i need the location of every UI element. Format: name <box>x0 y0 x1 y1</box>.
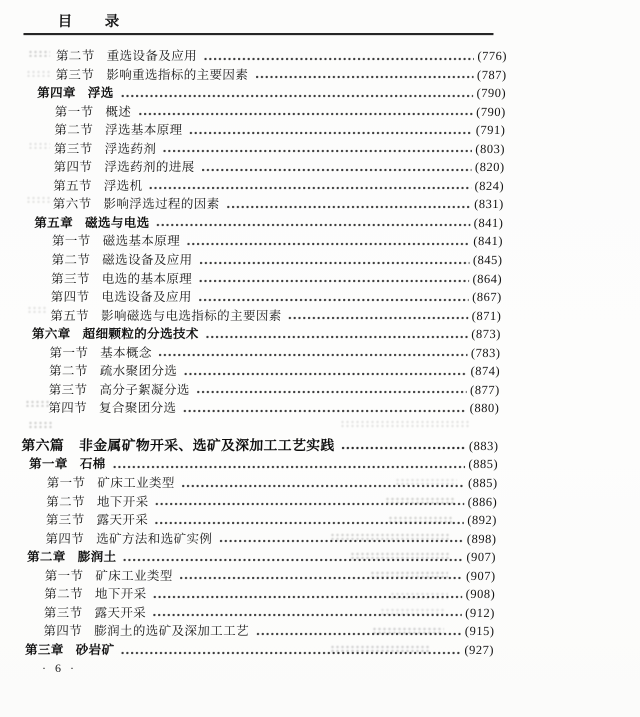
dot-leader <box>226 205 471 209</box>
entry-title: 地下开采 <box>94 587 147 602</box>
entry-title: 超细颗粒的分选技术 <box>82 327 199 342</box>
entry-title: 概述 <box>105 104 132 119</box>
entry-page: (873) <box>471 327 502 342</box>
entry-title: 高分子絮凝分选 <box>99 382 190 397</box>
toc-entry <box>20 195 504 214</box>
entry-number: 第二节 <box>55 49 95 63</box>
entry-number: 第三节 <box>48 382 88 397</box>
dot-leader <box>156 223 470 227</box>
toc-entry <box>13 474 497 493</box>
toc-entry <box>22 103 506 122</box>
entry-number: 第一节 <box>54 104 94 119</box>
dot-leader <box>155 502 464 506</box>
toc-entry <box>22 66 506 85</box>
entry-number: 第二节 <box>48 364 88 379</box>
entry-number: 第一节 <box>44 568 84 583</box>
dot-leader <box>153 595 462 599</box>
page-content <box>10 10 508 660</box>
toc-entry <box>14 437 498 456</box>
dot-leader <box>199 261 469 265</box>
entry-page: (885) <box>467 476 498 491</box>
entry-page: (845) <box>472 253 503 268</box>
toc-entry <box>17 325 501 344</box>
toc-entry <box>13 511 497 530</box>
toc-entry <box>20 177 504 196</box>
entry-title: 砂岩矿 <box>75 642 115 657</box>
dot-leader <box>189 131 472 135</box>
entry-number: 第三节 <box>53 141 93 156</box>
entry-number: 第一节 <box>51 234 91 249</box>
dot-leader <box>197 390 467 394</box>
entry-number: 第四节 <box>53 160 93 175</box>
dot-leader <box>121 651 461 655</box>
entry-title: 电选设备及应用 <box>101 290 192 305</box>
entry-number: 第三章 <box>24 642 64 657</box>
entry-page: (907) <box>465 568 496 583</box>
entry-page: (787) <box>476 67 507 82</box>
entry-title: 磁选与电选 <box>84 215 150 230</box>
toc-entry <box>11 604 495 623</box>
toc-entry <box>22 84 506 103</box>
entry-page: (898) <box>466 531 497 546</box>
toc-entry <box>19 232 503 251</box>
dot-leader <box>138 112 473 116</box>
toc-entry <box>19 214 503 233</box>
entry-number: 第三节 <box>55 67 95 82</box>
entry-page: (883) <box>468 438 499 453</box>
entry-page: (885) <box>468 457 499 472</box>
entry-page: (790) <box>476 104 506 119</box>
entry-page: (915) <box>464 624 495 639</box>
entry-number: 第二章 <box>26 550 66 565</box>
dot-leader <box>256 632 462 636</box>
entry-title: 石棉 <box>79 457 106 472</box>
toc-entry <box>11 585 495 604</box>
entry-number: 第四章 <box>37 86 77 101</box>
entry-number: 第四节 <box>43 624 83 639</box>
entry-number: 第六篇 <box>21 437 65 453</box>
entry-number: 第五节 <box>53 178 93 193</box>
entry-title: 膨润土的选矿及深加工工艺 <box>93 624 250 639</box>
entry-title: 基本概念 <box>100 345 152 360</box>
dot-leader <box>187 242 470 246</box>
toc-entry <box>18 251 502 270</box>
dot-leader <box>255 75 474 79</box>
entry-page: (886) <box>467 494 498 509</box>
entry-number: 第二节 <box>46 494 86 509</box>
toc-entry <box>15 399 499 418</box>
toc-entry <box>10 622 494 641</box>
entry-title: 非金属矿物开采、选矿及深加工工艺实践 <box>78 437 335 453</box>
toc-list <box>10 47 507 660</box>
entry-page: (824) <box>474 178 505 193</box>
dot-leader <box>182 484 465 488</box>
entry-title: 影响磁选与电选指标的主要因素 <box>100 308 282 323</box>
toc-entry <box>14 455 498 474</box>
entry-title: 浮选 <box>87 86 114 101</box>
entry-number: 第一章 <box>28 457 68 472</box>
entry-number: 第四节 <box>50 290 90 305</box>
entry-page: (783) <box>470 345 501 360</box>
entry-title: 选矿方法和选矿实例 <box>96 531 213 546</box>
dot-leader <box>342 446 466 450</box>
entry-title: 地下开采 <box>96 494 149 509</box>
entry-title: 疏水聚团分选 <box>99 364 178 379</box>
entry-number: 第三节 <box>43 605 83 620</box>
entry-title: 电选的基本原理 <box>101 271 193 286</box>
toc-entry <box>17 307 501 326</box>
entry-number: 第四节 <box>48 401 88 416</box>
entry-title: 影响浮选过程的因素 <box>103 197 220 212</box>
dot-leader <box>199 298 469 302</box>
dot-leader <box>184 372 467 376</box>
toc-entry <box>16 344 500 363</box>
dot-leader <box>153 613 462 617</box>
entry-page: (841) <box>473 234 504 249</box>
dot-leader <box>219 539 464 543</box>
dot-leader <box>201 168 471 172</box>
entry-number: 第一节 <box>46 476 86 491</box>
dot-leader <box>206 335 469 339</box>
entry-page: (790) <box>476 86 507 101</box>
entry-page: (831) <box>474 197 504 212</box>
entry-title: 膨润土 <box>77 550 117 565</box>
entry-number: 第五章 <box>34 215 74 230</box>
dot-leader <box>199 279 469 283</box>
toc-entry <box>16 381 500 400</box>
entry-page: (791) <box>475 123 506 138</box>
dot-leader <box>121 94 474 98</box>
entry-page: (864) <box>472 271 503 286</box>
toc-entry <box>12 548 496 567</box>
entry-page: (820) <box>474 160 505 175</box>
entry-page: (841) <box>473 215 504 230</box>
dot-leader <box>112 465 465 469</box>
entry-page: (776) <box>477 49 508 63</box>
entry-number: 第五节 <box>50 308 90 323</box>
toc-entry <box>20 158 504 177</box>
dot-leader <box>149 186 471 190</box>
entry-number: 第三节 <box>50 271 90 286</box>
entry-title: 重选设备及应用 <box>106 49 198 63</box>
entry-number: 第二节 <box>51 253 91 268</box>
entry-number: 第四节 <box>45 531 85 546</box>
entry-title: 矿床工业类型 <box>97 476 175 491</box>
entry-page: (867) <box>472 290 502 305</box>
entry-title: 矿床工业类型 <box>95 568 173 583</box>
toc-entry <box>12 530 496 549</box>
dot-leader <box>183 409 466 413</box>
entry-title: 浮选基本原理 <box>104 123 183 138</box>
toc-entry <box>18 270 502 289</box>
entry-title: 浮选药剂 <box>104 141 157 156</box>
entry-title: 浮选药剂的进展 <box>104 160 195 175</box>
entry-page: (803) <box>475 141 506 156</box>
entry-page: (877) <box>469 382 500 397</box>
entry-title: 影响重选指标的主要因素 <box>106 67 249 82</box>
entry-title: 浮选机 <box>103 178 143 193</box>
toc-entry <box>13 493 497 512</box>
toc-entry <box>18 288 502 307</box>
entry-page: (880) <box>469 401 500 416</box>
toc-entry <box>11 567 495 586</box>
entry-number: 第三节 <box>45 513 85 528</box>
entry-number: 第二节 <box>54 123 94 138</box>
entry-page: (912) <box>465 605 495 620</box>
dot-leader <box>123 558 463 562</box>
page-number: · 6 · <box>42 661 77 675</box>
entry-title: 露天开采 <box>94 605 147 620</box>
toc-entry <box>10 641 494 660</box>
entry-page: (907) <box>466 550 497 565</box>
dot-leader <box>180 576 463 580</box>
entry-title: 磁选设备及应用 <box>102 253 193 268</box>
header-rule <box>23 33 493 35</box>
dot-leader <box>289 316 469 320</box>
dot-leader <box>159 353 468 357</box>
entry-title: 磁选基本原理 <box>102 234 181 249</box>
page-title: 目 录 <box>57 14 129 30</box>
entry-number: 第一节 <box>49 345 89 360</box>
toc-entry <box>23 47 507 66</box>
entry-title: 露天开采 <box>96 513 149 528</box>
entry-title: 复合聚团分选 <box>98 401 177 416</box>
entry-number: 第六章 <box>31 327 71 342</box>
toc-entry <box>21 140 505 159</box>
toc-entry <box>16 362 500 381</box>
entry-page: (927) <box>464 642 495 657</box>
dot-leader <box>155 521 464 525</box>
entry-number: 第二节 <box>44 587 84 602</box>
entry-page: (874) <box>470 364 501 379</box>
entry-page: (892) <box>467 513 498 528</box>
dot-leader <box>163 149 472 153</box>
entry-number: 第六节 <box>52 197 92 212</box>
entry-page: (871) <box>471 308 502 323</box>
dot-leader <box>204 57 474 61</box>
toc-entry <box>21 121 505 140</box>
entry-page: (908) <box>465 587 496 602</box>
